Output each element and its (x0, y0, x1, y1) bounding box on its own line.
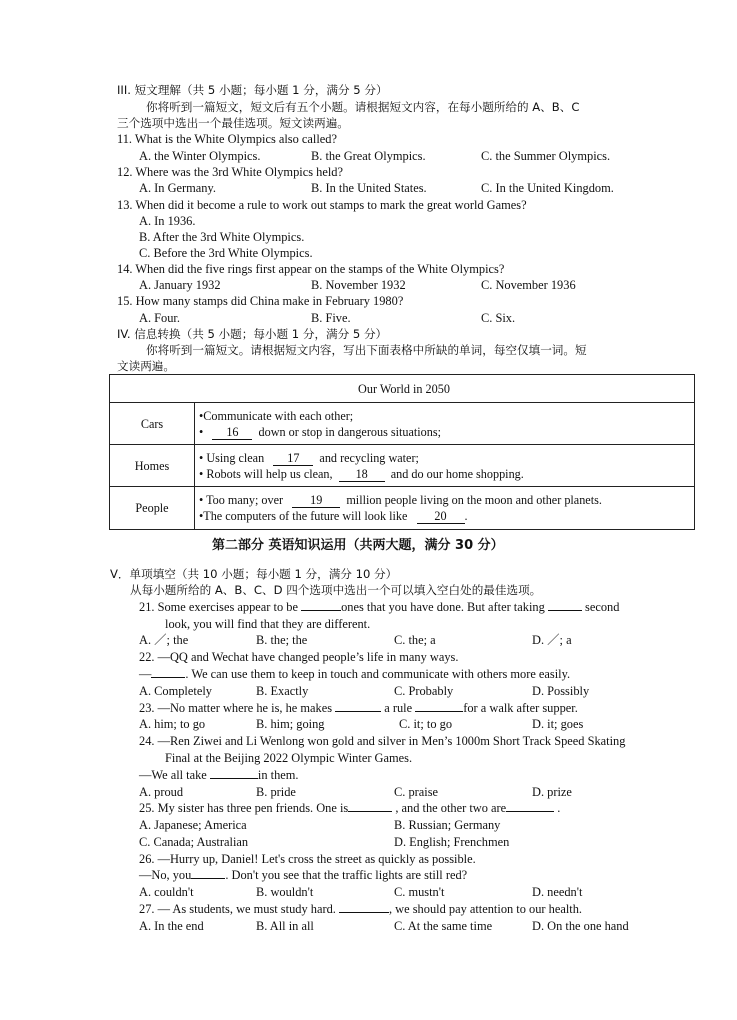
homes-line-1-pre: • Using clean (199, 450, 265, 465)
q25-pre: 25. My sister has three pen friends. One is (139, 801, 349, 815)
q14-option-c: C. November 1936 (481, 278, 576, 292)
q27-option-b: B. All in all (256, 919, 314, 933)
info-table (109, 374, 695, 530)
q26-blank[interactable] (191, 878, 225, 879)
q22-option-d: D. Possibly (532, 684, 590, 698)
q26-option-d: D. needn't (532, 885, 583, 899)
row-people-content (195, 487, 695, 530)
q21-pre: 21. Some exercises appear to be (139, 600, 298, 614)
q22-option-c: C. Probably (394, 684, 454, 698)
q21-option-b: B. the; the (256, 633, 308, 647)
question-23-line-1 (139, 700, 578, 716)
people-line-2-pre: •The computers of the future will look like (199, 509, 408, 523)
q25-post: . (557, 801, 561, 815)
bullet: • (199, 424, 204, 439)
q26-option-c: C. mustn't (394, 885, 445, 899)
q23-mid: a rule (384, 701, 413, 715)
section4-instruction: 你将听到一篇短文。请根据短文内容，写出下面表格中所缺的单词，每空仅填一词。短 (146, 343, 587, 357)
q11-option-a: A. the Winter Olympics. (139, 149, 261, 163)
blank-19[interactable]: 19 (292, 494, 340, 508)
blank-18[interactable]: 18 (339, 468, 385, 482)
q27-pre: 27. — As students, we must study hard. (139, 902, 336, 916)
row-homes-content (195, 445, 695, 487)
q23-option-c: C. it; to go (399, 717, 453, 731)
cars-line-1: •Communicate with each other; (199, 408, 354, 423)
q26-post: . Don't you see that the traffic lights are still red? (225, 868, 468, 882)
q21-option-d: D. ／; a (532, 633, 572, 647)
blank-20[interactable]: 20 (417, 510, 465, 524)
table-header: Our World in 2050 (110, 375, 695, 403)
section3-title: III. 短文理解（共 5 小题；每小题 1 分，满分 5 分） (117, 83, 388, 97)
q22-blank[interactable] (151, 677, 185, 678)
q24-option-c: C. praise (394, 785, 439, 799)
q12-option-b: B. In the United States. (311, 181, 427, 195)
question-22-line-2 (139, 666, 570, 682)
q23-blank-1[interactable] (335, 711, 381, 712)
q25-blank-1[interactable] (348, 811, 392, 812)
question-25-line-1 (139, 800, 560, 816)
question-24-line-2: Final at the Beijing 2022 Olympic Winter Games. (165, 751, 413, 765)
blank-17[interactable]: 17 (273, 452, 313, 466)
q27-option-d: D. On the one hand (532, 919, 629, 933)
q22-pre: — (139, 667, 152, 681)
question-13-stem: 13. When did it become a rule to work out stamps to mark the great world Games? (117, 198, 527, 212)
q24-pre: —We all take (139, 768, 207, 782)
q21-blank-1[interactable] (301, 610, 341, 611)
question-11-stem: 11. What is the White Olympics also called? (117, 132, 337, 146)
section5-instruction: 从每小题所给的 A、B、C、D 四个选项中选出一个可以填入空白处的最佳选项。 (130, 583, 542, 597)
people-line-1 (199, 492, 694, 508)
cars-line-2 (199, 424, 694, 440)
question-15-stem: 15. How many stamps did China make in February 1980? (117, 294, 404, 308)
q24-blank[interactable] (210, 778, 258, 779)
q27-option-c: C. At the same time (394, 919, 493, 933)
question-22-line-1: 22. —QQ and Wechat have changed people’s life in many ways. (139, 650, 459, 664)
q24-option-a: A. proud (139, 785, 184, 799)
q24-option-b: B. pride (256, 785, 296, 799)
q25-option-d: D. English; Frenchmen (394, 835, 510, 849)
question-26-line-1: 26. —Hurry up, Daniel! Let's cross the street as quickly as possible. (139, 852, 476, 866)
row-cars-content (195, 403, 695, 445)
q21-blank-2[interactable] (548, 610, 582, 611)
q23-option-a: A. him; to go (139, 717, 206, 731)
q12-option-c: C. In the United Kingdom. (481, 181, 614, 195)
section4-instruction-cont: 文读两遍。 (117, 359, 175, 373)
people-line-2-post: . (464, 509, 468, 523)
q11-option-b: B. the Great Olympics. (311, 149, 426, 163)
q25-option-a: A. Japanese; America (139, 818, 247, 832)
q23-post: for a walk after supper. (463, 701, 578, 715)
row-label-cars: Cars (110, 403, 195, 445)
q21-option-c: C. the; a (394, 633, 436, 647)
q23-option-b: B. him; going (256, 717, 325, 731)
q13-option-c: C. Before the 3rd White Olympics. (139, 246, 313, 260)
question-21-line-2: look, you will find that they are different. (165, 617, 371, 631)
q25-mid: , and the other two are (395, 801, 507, 815)
q21-option-a: A. ／; the (139, 633, 189, 647)
question-12-stem: 12. Where was the 3rd White Olympics held? (117, 165, 343, 179)
q23-pre: 23. —No matter where he is, he makes (139, 701, 333, 715)
question-24-line-1: 24. —Ren Ziwei and Li Wenlong won gold and silver in Men’s 1000m Short Track Speed Skating (139, 734, 626, 748)
q25-blank-2[interactable] (506, 811, 554, 812)
people-line-1-pre: • Too many; over (199, 493, 284, 507)
q23-blank-2[interactable] (415, 711, 463, 712)
q23-option-d: D. it; goes (532, 717, 584, 731)
q21-mid: ones that you have done. But after taking (341, 600, 545, 614)
question-27-line-1 (139, 901, 582, 917)
q25-option-b: B. Russian; Germany (394, 818, 501, 832)
q27-post: , we should pay attention to our health. (388, 902, 583, 916)
homes-line-2-post: and do our home shopping. (390, 466, 524, 481)
row-label-homes: Homes (110, 445, 195, 487)
question-26-line-2 (139, 867, 467, 883)
people-line-1-post: million people living on the moon and other planets. (346, 493, 602, 507)
part2-heading: 第二部分 英语知识运用（共两大题，满分 30 分） (212, 538, 504, 553)
section3-instruction-cont: 三个选项中选出一个最佳选项。短文读两遍。 (117, 116, 349, 130)
section5-title: V．单项填空（共 10 小题；每小题 1 分，满分 10 分） (110, 567, 398, 581)
homes-line-2-pre: • Robots will help us clean, (199, 466, 333, 481)
homes-line-1-post: and recycling water; (319, 450, 419, 465)
blank-16[interactable]: 16 (212, 426, 252, 440)
q14-option-a: A. January 1932 (139, 278, 221, 292)
q24-option-d: D. prize (532, 785, 572, 799)
q26-option-b: B. wouldn't (256, 885, 314, 899)
q26-pre: —No, you (139, 868, 192, 882)
q12-option-a: A. In Germany. (139, 181, 216, 195)
section3-instruction: 你将听到一篇短文，短文后有五个小题。请根据短文内容，在每小题所给的 A、B、C (146, 100, 580, 114)
q11-option-c: C. the Summer Olympics. (481, 149, 611, 163)
cars-line-2-text: down or stop in dangerous situations; (258, 424, 441, 439)
q13-option-b: B. After the 3rd White Olympics. (139, 230, 305, 244)
question-24-line-3 (139, 767, 299, 783)
q21-post: second (585, 600, 620, 614)
q15-option-c: C. Six. (481, 311, 516, 325)
q25-option-c: C. Canada; Australian (139, 835, 249, 849)
q26-option-a: A. couldn't (139, 885, 194, 899)
q27-option-a: A. In the end (139, 919, 204, 933)
homes-line-1 (199, 450, 694, 466)
q22-option-b: B. Exactly (256, 684, 309, 698)
q27-blank[interactable] (339, 912, 389, 913)
q15-option-a: A. Four. (139, 311, 180, 325)
row-label-people: People (110, 487, 195, 530)
people-line-2 (199, 508, 694, 524)
q22-option-a: A. Completely (139, 684, 212, 698)
section4-title: IV. 信息转换（共 5 小题；每小题 1 分，满分 5 分） (117, 327, 388, 341)
question-21-line-1 (139, 599, 619, 615)
q15-option-b: B. Five. (311, 311, 351, 325)
q13-option-a: A. In 1936. (139, 214, 196, 228)
homes-line-2 (199, 466, 694, 482)
q14-option-b: B. November 1932 (311, 278, 406, 292)
question-14-stem: 14. When did the five rings first appear on the stamps of the White Olympics? (117, 262, 505, 276)
q24-post: in them. (257, 768, 299, 782)
q22-post: . We can use them to keep in touch and communicate with others more easily. (185, 667, 571, 681)
